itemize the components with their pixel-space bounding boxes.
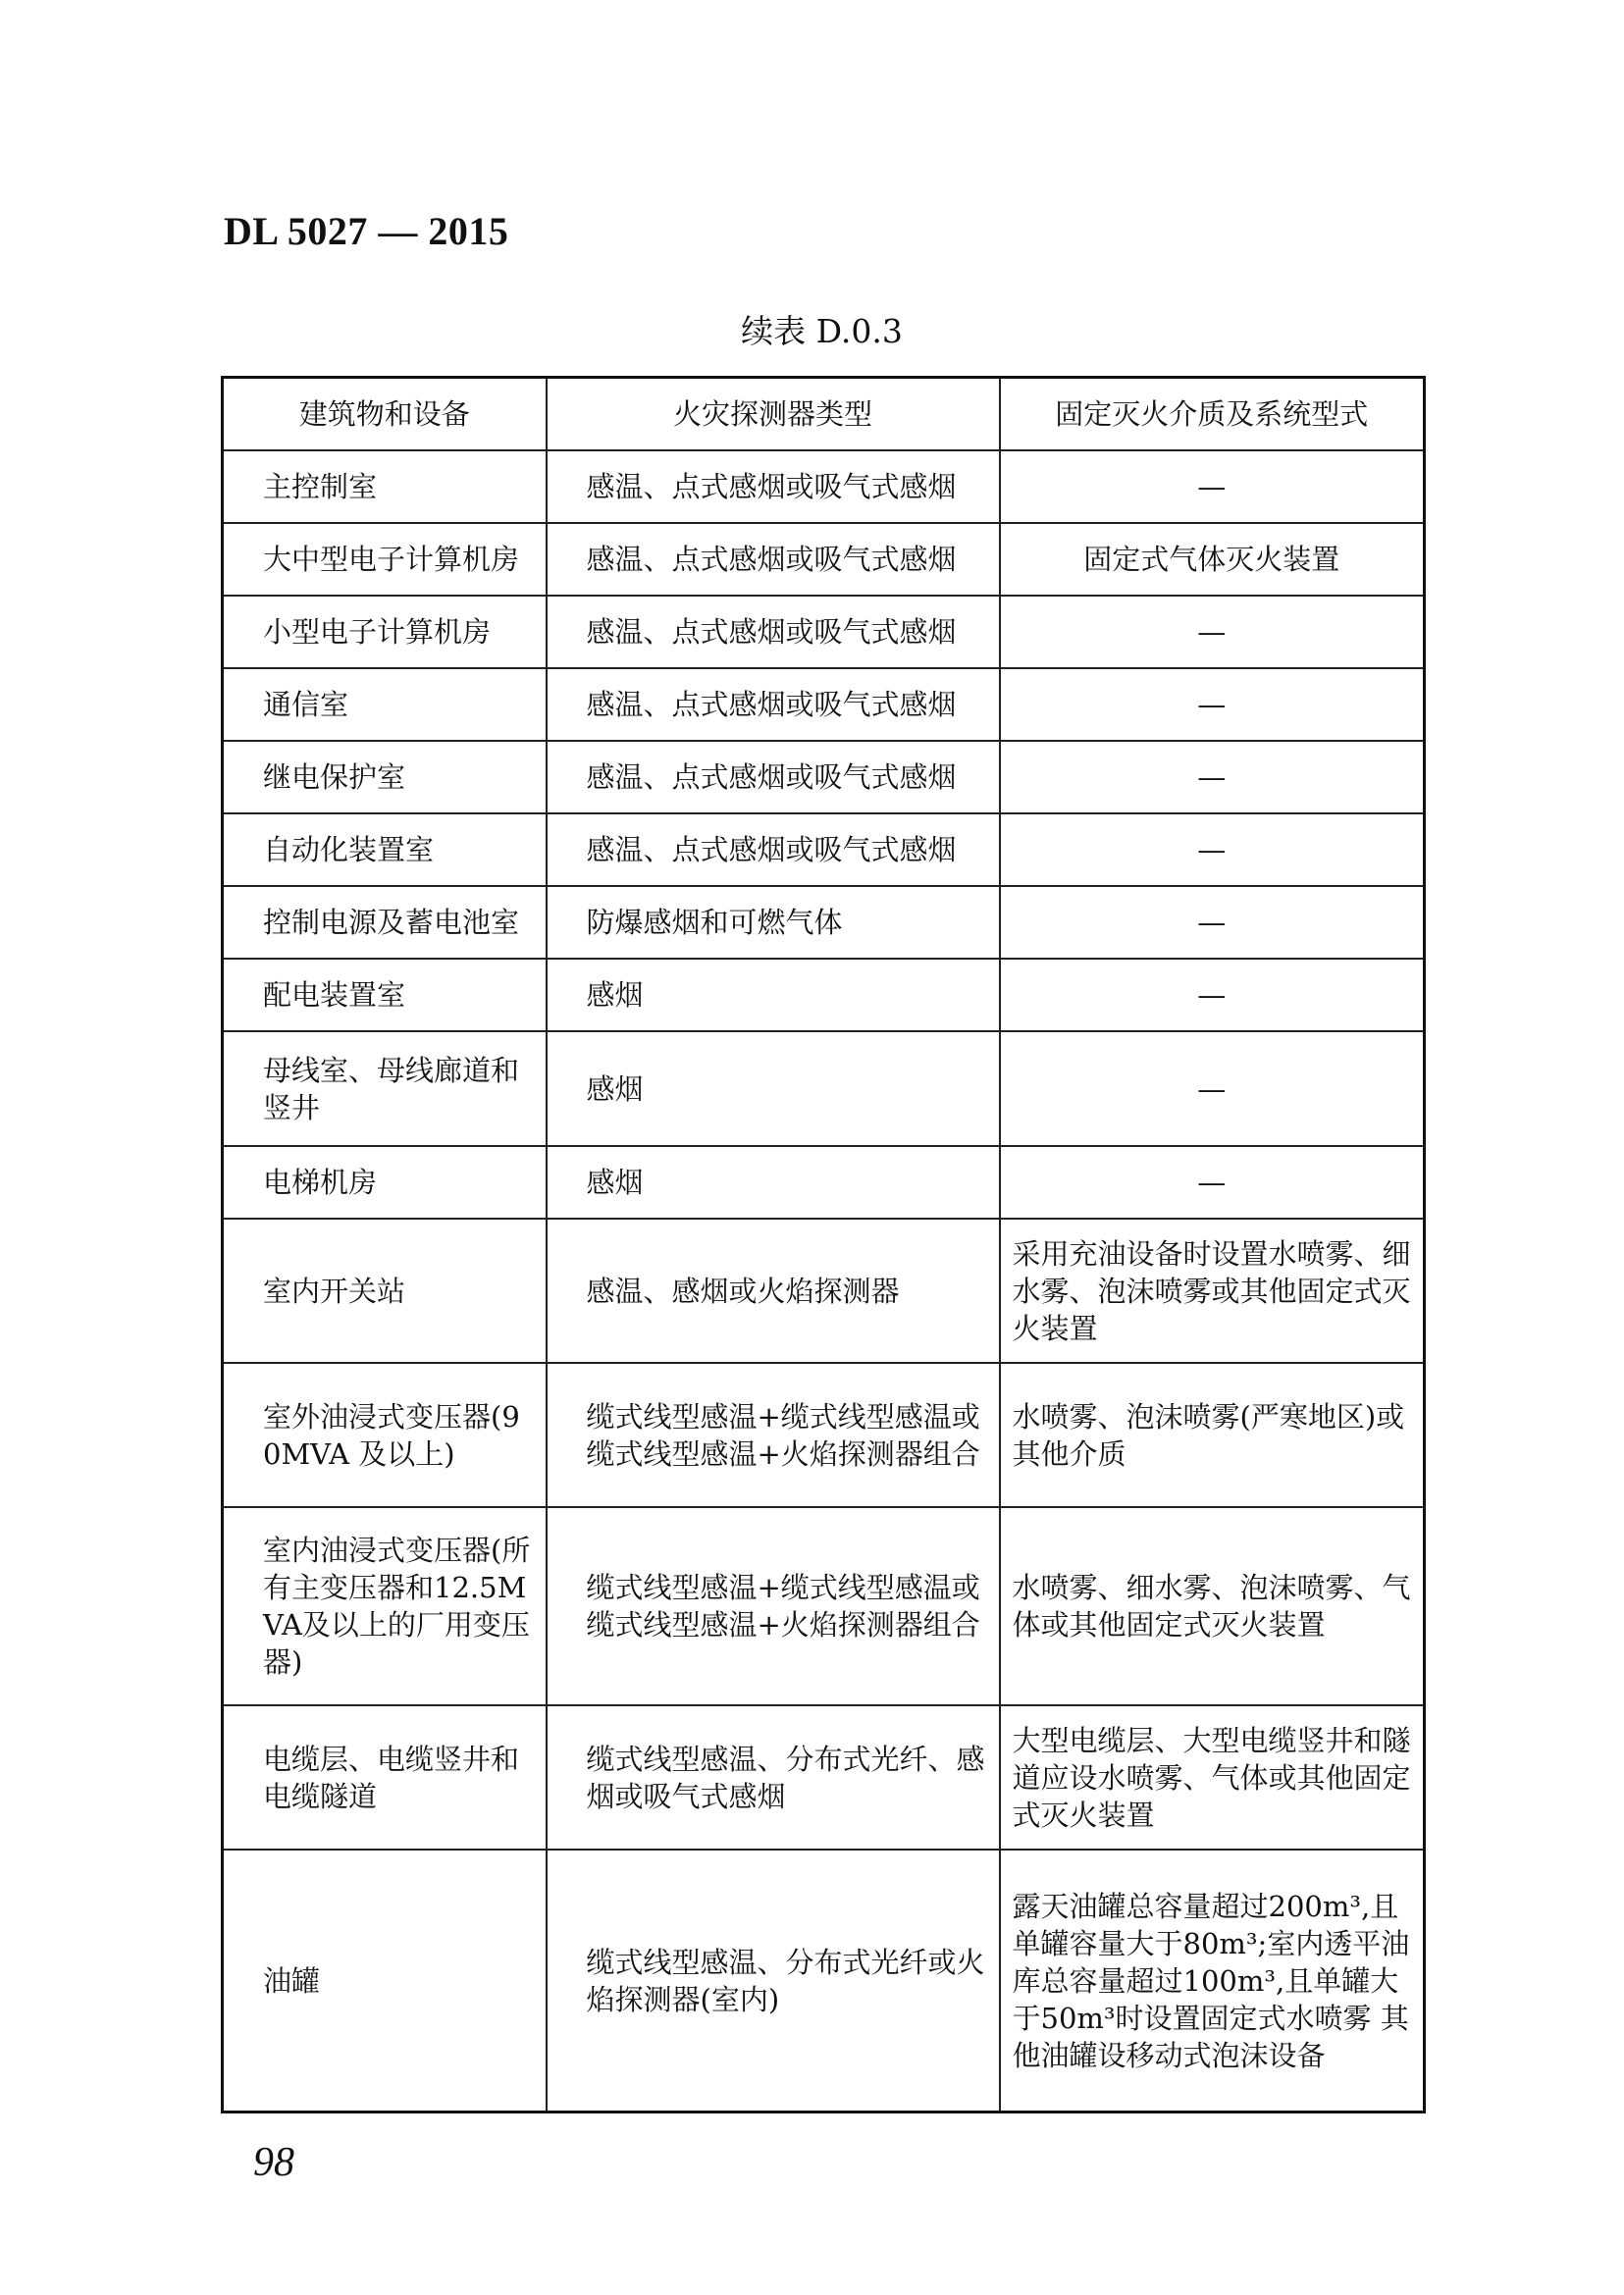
building-cell: 油罐: [223, 1850, 547, 2112]
building-cell: 室内开关站: [223, 1219, 547, 1363]
system-cell: —: [1000, 813, 1425, 886]
system-cell: 水喷雾、细水雾、泡沫喷雾、气体或其他固定式灭火装置: [1000, 1507, 1425, 1705]
table-row: [223, 596, 1425, 668]
building-cell: 继电保护室: [223, 741, 547, 813]
detector-cell: 感烟: [547, 1031, 1000, 1146]
building-cell: 室外油浸式变压器(90MVA 及以上): [223, 1363, 547, 1507]
page-number: 98: [253, 2140, 294, 2185]
system-cell: —: [1000, 959, 1425, 1031]
building-cell: 通信室: [223, 668, 547, 741]
detector-cell: 感温、点式感烟或吸气式感烟: [547, 450, 1000, 523]
system-cell: —: [1000, 1146, 1425, 1219]
detector-cell: 感温、点式感烟或吸气式感烟: [547, 523, 1000, 596]
system-cell: —: [1000, 668, 1425, 741]
table-row: [223, 523, 1425, 596]
table-row: [223, 1031, 1425, 1146]
fire-detection-table: [221, 376, 1426, 2113]
table-row: [223, 1507, 1425, 1705]
detector-cell: 感温、点式感烟或吸气式感烟: [547, 668, 1000, 741]
table-row: [223, 1146, 1425, 1219]
system-cell: 固定式气体灭火装置: [1000, 523, 1425, 596]
column-header-building: 建筑物和设备: [223, 378, 547, 451]
table-row: [223, 959, 1425, 1031]
building-cell: 电梯机房: [223, 1146, 547, 1219]
document-code: DL 5027 — 2015: [224, 209, 509, 253]
building-cell: 主控制室: [223, 450, 547, 523]
system-cell: —: [1000, 886, 1425, 959]
detector-cell: 感温、点式感烟或吸气式感烟: [547, 596, 1000, 668]
table-row: [223, 1850, 1425, 2112]
detector-cell: 感温、点式感烟或吸气式感烟: [547, 741, 1000, 813]
table-row: [223, 1363, 1425, 1507]
system-cell: 水喷雾、泡沫喷雾(严寒地区)或其他介质: [1000, 1363, 1425, 1507]
detector-cell: 缆式线型感温+缆式线型感温或缆式线型感温+火焰探测器组合: [547, 1507, 1000, 1705]
building-cell: 室内油浸式变压器(所有主变压器和12.5MVA及以上的厂用变压器): [223, 1507, 547, 1705]
building-cell: 大中型电子计算机房: [223, 523, 547, 596]
building-cell: 小型电子计算机房: [223, 596, 547, 668]
detector-cell: 感温、点式感烟或吸气式感烟: [547, 813, 1000, 886]
building-cell: 电缆层、电缆竖井和电缆隧道: [223, 1705, 547, 1850]
system-cell: —: [1000, 741, 1425, 813]
building-cell: 配电装置室: [223, 959, 547, 1031]
detector-cell: 防爆感烟和可燃气体: [547, 886, 1000, 959]
detector-cell: 感温、感烟或火焰探测器: [547, 1219, 1000, 1363]
table-header-row: [223, 378, 1425, 451]
column-header-extinguishing-system: 固定灭火介质及系统型式: [1000, 378, 1425, 451]
building-cell: 母线室、母线廊道和竖井: [223, 1031, 547, 1146]
building-cell: 自动化装置室: [223, 813, 547, 886]
table-row: [223, 886, 1425, 959]
column-header-detector-type: 火灾探测器类型: [547, 378, 1000, 451]
detector-cell: 感烟: [547, 959, 1000, 1031]
table-row: [223, 668, 1425, 741]
table-row: [223, 450, 1425, 523]
table-caption: 续表 D.0.3: [741, 312, 903, 350]
table-row: [223, 741, 1425, 813]
detector-cell: 缆式线型感温、分布式光纤或火焰探测器(室内): [547, 1850, 1000, 2112]
building-cell: 控制电源及蓄电池室: [223, 886, 547, 959]
system-cell: —: [1000, 450, 1425, 523]
system-cell: 大型电缆层、大型电缆竖井和隧道应设水喷雾、气体或其他固定式灭火装置: [1000, 1705, 1425, 1850]
detector-cell: 缆式线型感温+缆式线型感温或缆式线型感温+火焰探测器组合: [547, 1363, 1000, 1507]
table-row: [223, 813, 1425, 886]
system-cell: 采用充油设备时设置水喷雾、细水雾、泡沫喷雾或其他固定式灭火装置: [1000, 1219, 1425, 1363]
table-row: [223, 1219, 1425, 1363]
detector-cell: 感烟: [547, 1146, 1000, 1219]
system-cell: —: [1000, 1031, 1425, 1146]
system-cell: —: [1000, 596, 1425, 668]
system-cell: 露天油罐总容量超过200m³,且单罐容量大于80m³;室内透平油库总容量超过100m³,且单罐大于50m³时设置固定式水喷雾 其他油罐设移动式泡沫设备: [1000, 1850, 1425, 2112]
table-row: [223, 1705, 1425, 1850]
detector-cell: 缆式线型感温、分布式光纤、感烟或吸气式感烟: [547, 1705, 1000, 1850]
